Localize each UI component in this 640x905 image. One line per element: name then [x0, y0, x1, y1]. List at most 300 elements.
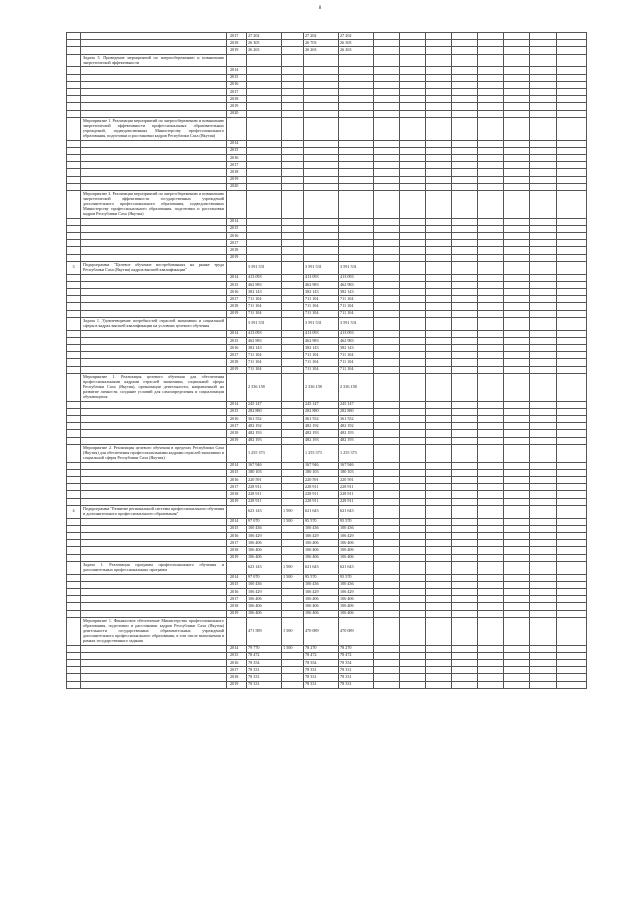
row-index-cell [67, 610, 81, 617]
table-row [67, 110, 587, 117]
empty-cell [478, 162, 504, 169]
row-description-cell [81, 366, 227, 373]
republic-budget-cell: 106 429 [304, 533, 339, 540]
row-index-cell [67, 547, 81, 554]
empty-cell [374, 476, 400, 483]
empty-cell [426, 289, 452, 296]
empty-cell [374, 254, 400, 261]
empty-cell [504, 140, 530, 147]
responsible-budget-cell: 106 429 [339, 533, 374, 540]
empty-cell [400, 261, 426, 274]
responsible-budget-cell [339, 103, 374, 110]
row-year-cell: 2015 [227, 469, 247, 476]
row-index-cell [67, 81, 81, 88]
empty-cell [557, 289, 587, 296]
row-year-cell: 2017 [227, 667, 247, 674]
row-description-cell [81, 147, 227, 154]
empty-cell [557, 40, 587, 47]
empty-cell [504, 681, 530, 688]
empty-cell [557, 674, 587, 681]
empty-cell [530, 67, 557, 74]
empty-cell [426, 659, 452, 666]
empty-cell [426, 540, 452, 547]
federal-budget-cell [282, 140, 304, 147]
empty-cell [478, 281, 504, 288]
empty-cell [530, 547, 557, 554]
empty-cell [426, 430, 452, 437]
federal-budget-cell [282, 190, 304, 218]
empty-cell [504, 103, 530, 110]
row-description-cell [81, 281, 227, 288]
row-year-cell: 2017 [227, 352, 247, 359]
row-year-cell: 2017 [227, 596, 247, 603]
empty-cell [374, 190, 400, 218]
republic-budget-cell: 228 911 [304, 484, 339, 491]
table-row [67, 589, 587, 596]
federal-budget-cell [282, 366, 304, 373]
empty-cell [426, 589, 452, 596]
empty-cell [400, 110, 426, 117]
empty-cell [452, 110, 478, 117]
empty-cell [478, 667, 504, 674]
empty-cell [400, 345, 426, 352]
empty-cell [557, 233, 587, 240]
empty-cell [504, 89, 530, 96]
total-cell: 413 093 [247, 274, 282, 281]
empty-cell [530, 408, 557, 415]
empty-cell [452, 317, 478, 330]
empty-cell [426, 140, 452, 147]
empty-cell [478, 681, 504, 688]
empty-cell [478, 352, 504, 359]
row-year-cell: 2014 [227, 218, 247, 225]
empty-cell [452, 491, 478, 498]
row-description-cell [81, 303, 227, 310]
row-year-cell: 2018 [227, 96, 247, 103]
total-cell: 228 911 [247, 491, 282, 498]
empty-cell [400, 525, 426, 532]
federal-budget-cell [282, 652, 304, 659]
empty-cell [557, 589, 587, 596]
empty-cell [530, 645, 557, 652]
empty-cell [374, 652, 400, 659]
federal-budget-cell [282, 183, 304, 190]
empty-cell [530, 359, 557, 366]
responsible-budget-cell: 3 591 531 [339, 317, 374, 330]
empty-cell [557, 373, 587, 401]
empty-cell [504, 476, 530, 483]
empty-cell [557, 561, 587, 574]
empty-cell [426, 462, 452, 469]
empty-cell [557, 110, 587, 117]
federal-budget-cell [282, 330, 304, 337]
empty-cell [452, 596, 478, 603]
empty-cell [452, 254, 478, 261]
responsible-budget-cell [339, 254, 374, 261]
row-index-cell [67, 574, 81, 581]
empty-cell [426, 247, 452, 254]
empty-cell [426, 310, 452, 317]
row-index-cell [67, 423, 81, 430]
empty-cell [426, 117, 452, 140]
empty-cell [530, 667, 557, 674]
empty-cell [530, 154, 557, 161]
empty-cell [400, 667, 426, 674]
table-row [67, 33, 587, 40]
responsible-budget-cell: 382 143 [339, 289, 374, 296]
empty-cell [530, 505, 557, 518]
republic-budget-cell: 106 406 [304, 540, 339, 547]
row-description-cell [81, 176, 227, 183]
responsible-budget-cell [339, 240, 374, 247]
row-year-cell: 2017 [227, 540, 247, 547]
table-row [67, 574, 587, 581]
empty-cell [400, 81, 426, 88]
federal-budget-cell [282, 681, 304, 688]
table-row [67, 254, 587, 261]
federal-budget-cell [282, 498, 304, 505]
federal-budget-cell [282, 533, 304, 540]
empty-cell [478, 373, 504, 401]
federal-budget-cell [282, 81, 304, 88]
total-cell [247, 162, 282, 169]
row-index-cell [67, 469, 81, 476]
empty-cell [374, 373, 400, 401]
total-cell: 711 104 [247, 366, 282, 373]
empty-cell [452, 589, 478, 596]
row-year-cell [227, 444, 247, 462]
empty-cell [452, 233, 478, 240]
empty-cell [478, 617, 504, 645]
empty-cell [374, 330, 400, 337]
republic-budget-cell [304, 147, 339, 154]
row-index-cell [67, 117, 81, 140]
empty-cell [504, 225, 530, 232]
row-description-cell [81, 154, 227, 161]
empty-cell [504, 169, 530, 176]
table-row [67, 366, 587, 373]
empty-cell [452, 610, 478, 617]
empty-cell [530, 289, 557, 296]
empty-cell [478, 330, 504, 337]
empty-cell [426, 303, 452, 310]
empty-cell [452, 498, 478, 505]
row-year-cell: 2019 [227, 610, 247, 617]
republic-budget-cell: 711 104 [304, 310, 339, 317]
empty-cell [504, 183, 530, 190]
table-row [67, 183, 587, 190]
empty-cell [400, 218, 426, 225]
empty-cell [478, 33, 504, 40]
empty-cell [478, 518, 504, 525]
responsible-budget-cell [339, 74, 374, 81]
empty-cell [530, 47, 557, 54]
row-index-cell [67, 317, 81, 330]
row-description-cell: Задача 1. Реализация программ профессионального обучения и дополнительных профессиональных программ [81, 561, 227, 574]
responsible-budget-cell [339, 96, 374, 103]
row-index-cell [67, 667, 81, 674]
table-row-heading [67, 261, 587, 274]
empty-cell [426, 596, 452, 603]
empty-cell [557, 652, 587, 659]
empty-cell [557, 296, 587, 303]
row-year-cell: 2015 [227, 147, 247, 154]
empty-cell [478, 233, 504, 240]
responsible-budget-cell: 78 331 [339, 667, 374, 674]
empty-cell [452, 169, 478, 176]
empty-cell [504, 525, 530, 532]
empty-cell [452, 240, 478, 247]
table-row [67, 74, 587, 81]
federal-budget-cell [282, 401, 304, 408]
empty-cell [530, 554, 557, 561]
empty-cell [504, 373, 530, 401]
responsible-budget-cell: 711 104 [339, 296, 374, 303]
row-description-cell [81, 183, 227, 190]
empty-cell [530, 674, 557, 681]
total-cell: 180 103 [247, 469, 282, 476]
empty-cell [504, 281, 530, 288]
empty-cell [452, 183, 478, 190]
empty-cell [374, 617, 400, 645]
empty-cell [400, 554, 426, 561]
total-cell: 711 104 [247, 359, 282, 366]
row-description-cell [81, 169, 227, 176]
empty-cell [478, 645, 504, 652]
empty-cell [426, 47, 452, 54]
row-description-cell [81, 659, 227, 666]
row-description-cell [81, 462, 227, 469]
row-year-cell: 2019 [227, 437, 247, 444]
row-year-cell: 2015 [227, 281, 247, 288]
responsible-budget-cell [339, 176, 374, 183]
empty-cell [452, 117, 478, 140]
empty-cell [478, 289, 504, 296]
responsible-budget-cell: 621 643 [339, 561, 374, 574]
row-year-cell: 2016 [227, 233, 247, 240]
republic-budget-cell: 245 147 [304, 401, 339, 408]
table-row [67, 498, 587, 505]
empty-cell [400, 561, 426, 574]
empty-cell [426, 681, 452, 688]
empty-cell [400, 681, 426, 688]
empty-cell [374, 491, 400, 498]
empty-cell [452, 345, 478, 352]
empty-cell [426, 176, 452, 183]
row-year-cell: 2019 [227, 47, 247, 54]
empty-cell [557, 469, 587, 476]
federal-budget-cell [282, 408, 304, 415]
federal-budget-cell [282, 176, 304, 183]
empty-cell [504, 352, 530, 359]
republic-budget-cell: 106 406 [304, 554, 339, 561]
federal-budget-cell [282, 247, 304, 254]
empty-cell [452, 47, 478, 54]
empty-cell [400, 225, 426, 232]
empty-cell [478, 345, 504, 352]
empty-cell [426, 154, 452, 161]
row-year-cell: 2018 [227, 547, 247, 554]
row-description-cell: Мероприятие 1. Реализация целевого обучения для обеспечения профессиональными кадрами отраслей экономики, социальной сферы Республики Саха (Якутия), организация деятельности, направленной на развитие личности, создание условий для самоопределения и социализации обучающихся [81, 373, 227, 401]
row-description-cell [81, 401, 227, 408]
empty-cell [478, 469, 504, 476]
empty-cell [374, 430, 400, 437]
empty-cell [504, 462, 530, 469]
empty-cell [400, 540, 426, 547]
table-row [67, 81, 587, 88]
row-index-cell [67, 359, 81, 366]
row-year-cell [227, 617, 247, 645]
row-year-cell: 2015 [227, 225, 247, 232]
empty-cell [374, 444, 400, 462]
row-year-cell: 2016 [227, 345, 247, 352]
republic-budget-cell: 282 880 [304, 408, 339, 415]
empty-cell [557, 518, 587, 525]
row-year-cell: 2016 [227, 589, 247, 596]
total-cell: 78 331 [247, 674, 282, 681]
row-description-cell [81, 645, 227, 652]
empty-cell [452, 303, 478, 310]
table-row [67, 554, 587, 561]
empty-cell [530, 484, 557, 491]
empty-cell [557, 274, 587, 281]
empty-cell [452, 33, 478, 40]
federal-budget-cell [282, 337, 304, 344]
empty-cell [374, 162, 400, 169]
table-row [67, 416, 587, 423]
table-row [67, 469, 587, 476]
empty-cell [426, 337, 452, 344]
total-cell: 711 104 [247, 303, 282, 310]
row-description-cell [81, 525, 227, 532]
row-description-cell [81, 352, 227, 359]
row-index-cell [67, 416, 81, 423]
total-cell: 97 070 [247, 518, 282, 525]
empty-cell [557, 603, 587, 610]
row-index-cell [67, 645, 81, 652]
row-year-cell: 2014 [227, 518, 247, 525]
empty-cell [504, 247, 530, 254]
responsible-budget-cell: 711 104 [339, 303, 374, 310]
row-year-cell: 2014 [227, 274, 247, 281]
empty-cell [400, 596, 426, 603]
responsible-budget-cell [339, 67, 374, 74]
total-cell [247, 154, 282, 161]
row-description-cell: Задача 5. Проведение мероприятий по энергосбережению и повышению энергетической эффективности [81, 54, 227, 67]
empty-cell [374, 518, 400, 525]
empty-cell [452, 147, 478, 154]
empty-cell [426, 645, 452, 652]
empty-cell [400, 366, 426, 373]
empty-cell [530, 491, 557, 498]
responsible-budget-cell [339, 169, 374, 176]
empty-cell [557, 408, 587, 415]
empty-cell [452, 261, 478, 274]
row-index-cell [67, 67, 81, 74]
empty-cell [530, 147, 557, 154]
row-index-cell [67, 444, 81, 462]
federal-budget-cell [282, 296, 304, 303]
table-row [67, 310, 587, 317]
empty-cell [400, 176, 426, 183]
empty-cell [400, 444, 426, 462]
empty-cell [504, 40, 530, 47]
empty-cell [426, 218, 452, 225]
federal-budget-cell [282, 74, 304, 81]
empty-cell [557, 337, 587, 344]
empty-cell [426, 81, 452, 88]
empty-cell [478, 505, 504, 518]
row-description-cell [81, 289, 227, 296]
empty-cell [557, 498, 587, 505]
responsible-budget-cell: 245 147 [339, 401, 374, 408]
empty-cell [530, 366, 557, 373]
empty-cell [504, 96, 530, 103]
empty-cell [504, 484, 530, 491]
total-cell: 361 552 [247, 416, 282, 423]
empty-cell [557, 240, 587, 247]
empty-cell [426, 674, 452, 681]
empty-cell [557, 140, 587, 147]
republic-budget-cell [304, 96, 339, 103]
responsible-budget-cell: 228 911 [339, 498, 374, 505]
republic-budget-cell: 361 552 [304, 416, 339, 423]
empty-cell [557, 596, 587, 603]
total-cell: 413 093 [247, 330, 282, 337]
table-row [67, 596, 587, 603]
federal-budget-cell: 1 500 [282, 505, 304, 518]
empty-cell [530, 240, 557, 247]
row-year-cell: 2017 [227, 89, 247, 96]
row-index-cell [67, 190, 81, 218]
table-row [67, 330, 587, 337]
table-row [67, 491, 587, 498]
row-year-cell [227, 373, 247, 401]
empty-cell [426, 317, 452, 330]
federal-budget-cell [282, 54, 304, 67]
empty-cell [478, 225, 504, 232]
row-index-cell [67, 430, 81, 437]
empty-cell [504, 533, 530, 540]
table-row [67, 303, 587, 310]
row-index-cell [67, 54, 81, 67]
empty-cell [530, 162, 557, 169]
empty-cell [478, 96, 504, 103]
empty-cell [478, 554, 504, 561]
row-index-cell [67, 581, 81, 588]
empty-cell [452, 190, 478, 218]
empty-cell [400, 337, 426, 344]
republic-budget-cell [304, 81, 339, 88]
row-description-cell [81, 330, 227, 337]
table-row [67, 645, 587, 652]
empty-cell [530, 659, 557, 666]
row-description-cell [81, 310, 227, 317]
empty-cell [478, 218, 504, 225]
empty-cell [426, 74, 452, 81]
empty-cell [557, 117, 587, 140]
table-row [67, 603, 587, 610]
empty-cell [504, 444, 530, 462]
empty-cell [400, 147, 426, 154]
empty-cell [478, 117, 504, 140]
row-index-cell [67, 498, 81, 505]
empty-cell [374, 89, 400, 96]
empty-cell [426, 408, 452, 415]
empty-cell [530, 40, 557, 47]
federal-budget-cell [282, 359, 304, 366]
empty-cell [557, 359, 587, 366]
